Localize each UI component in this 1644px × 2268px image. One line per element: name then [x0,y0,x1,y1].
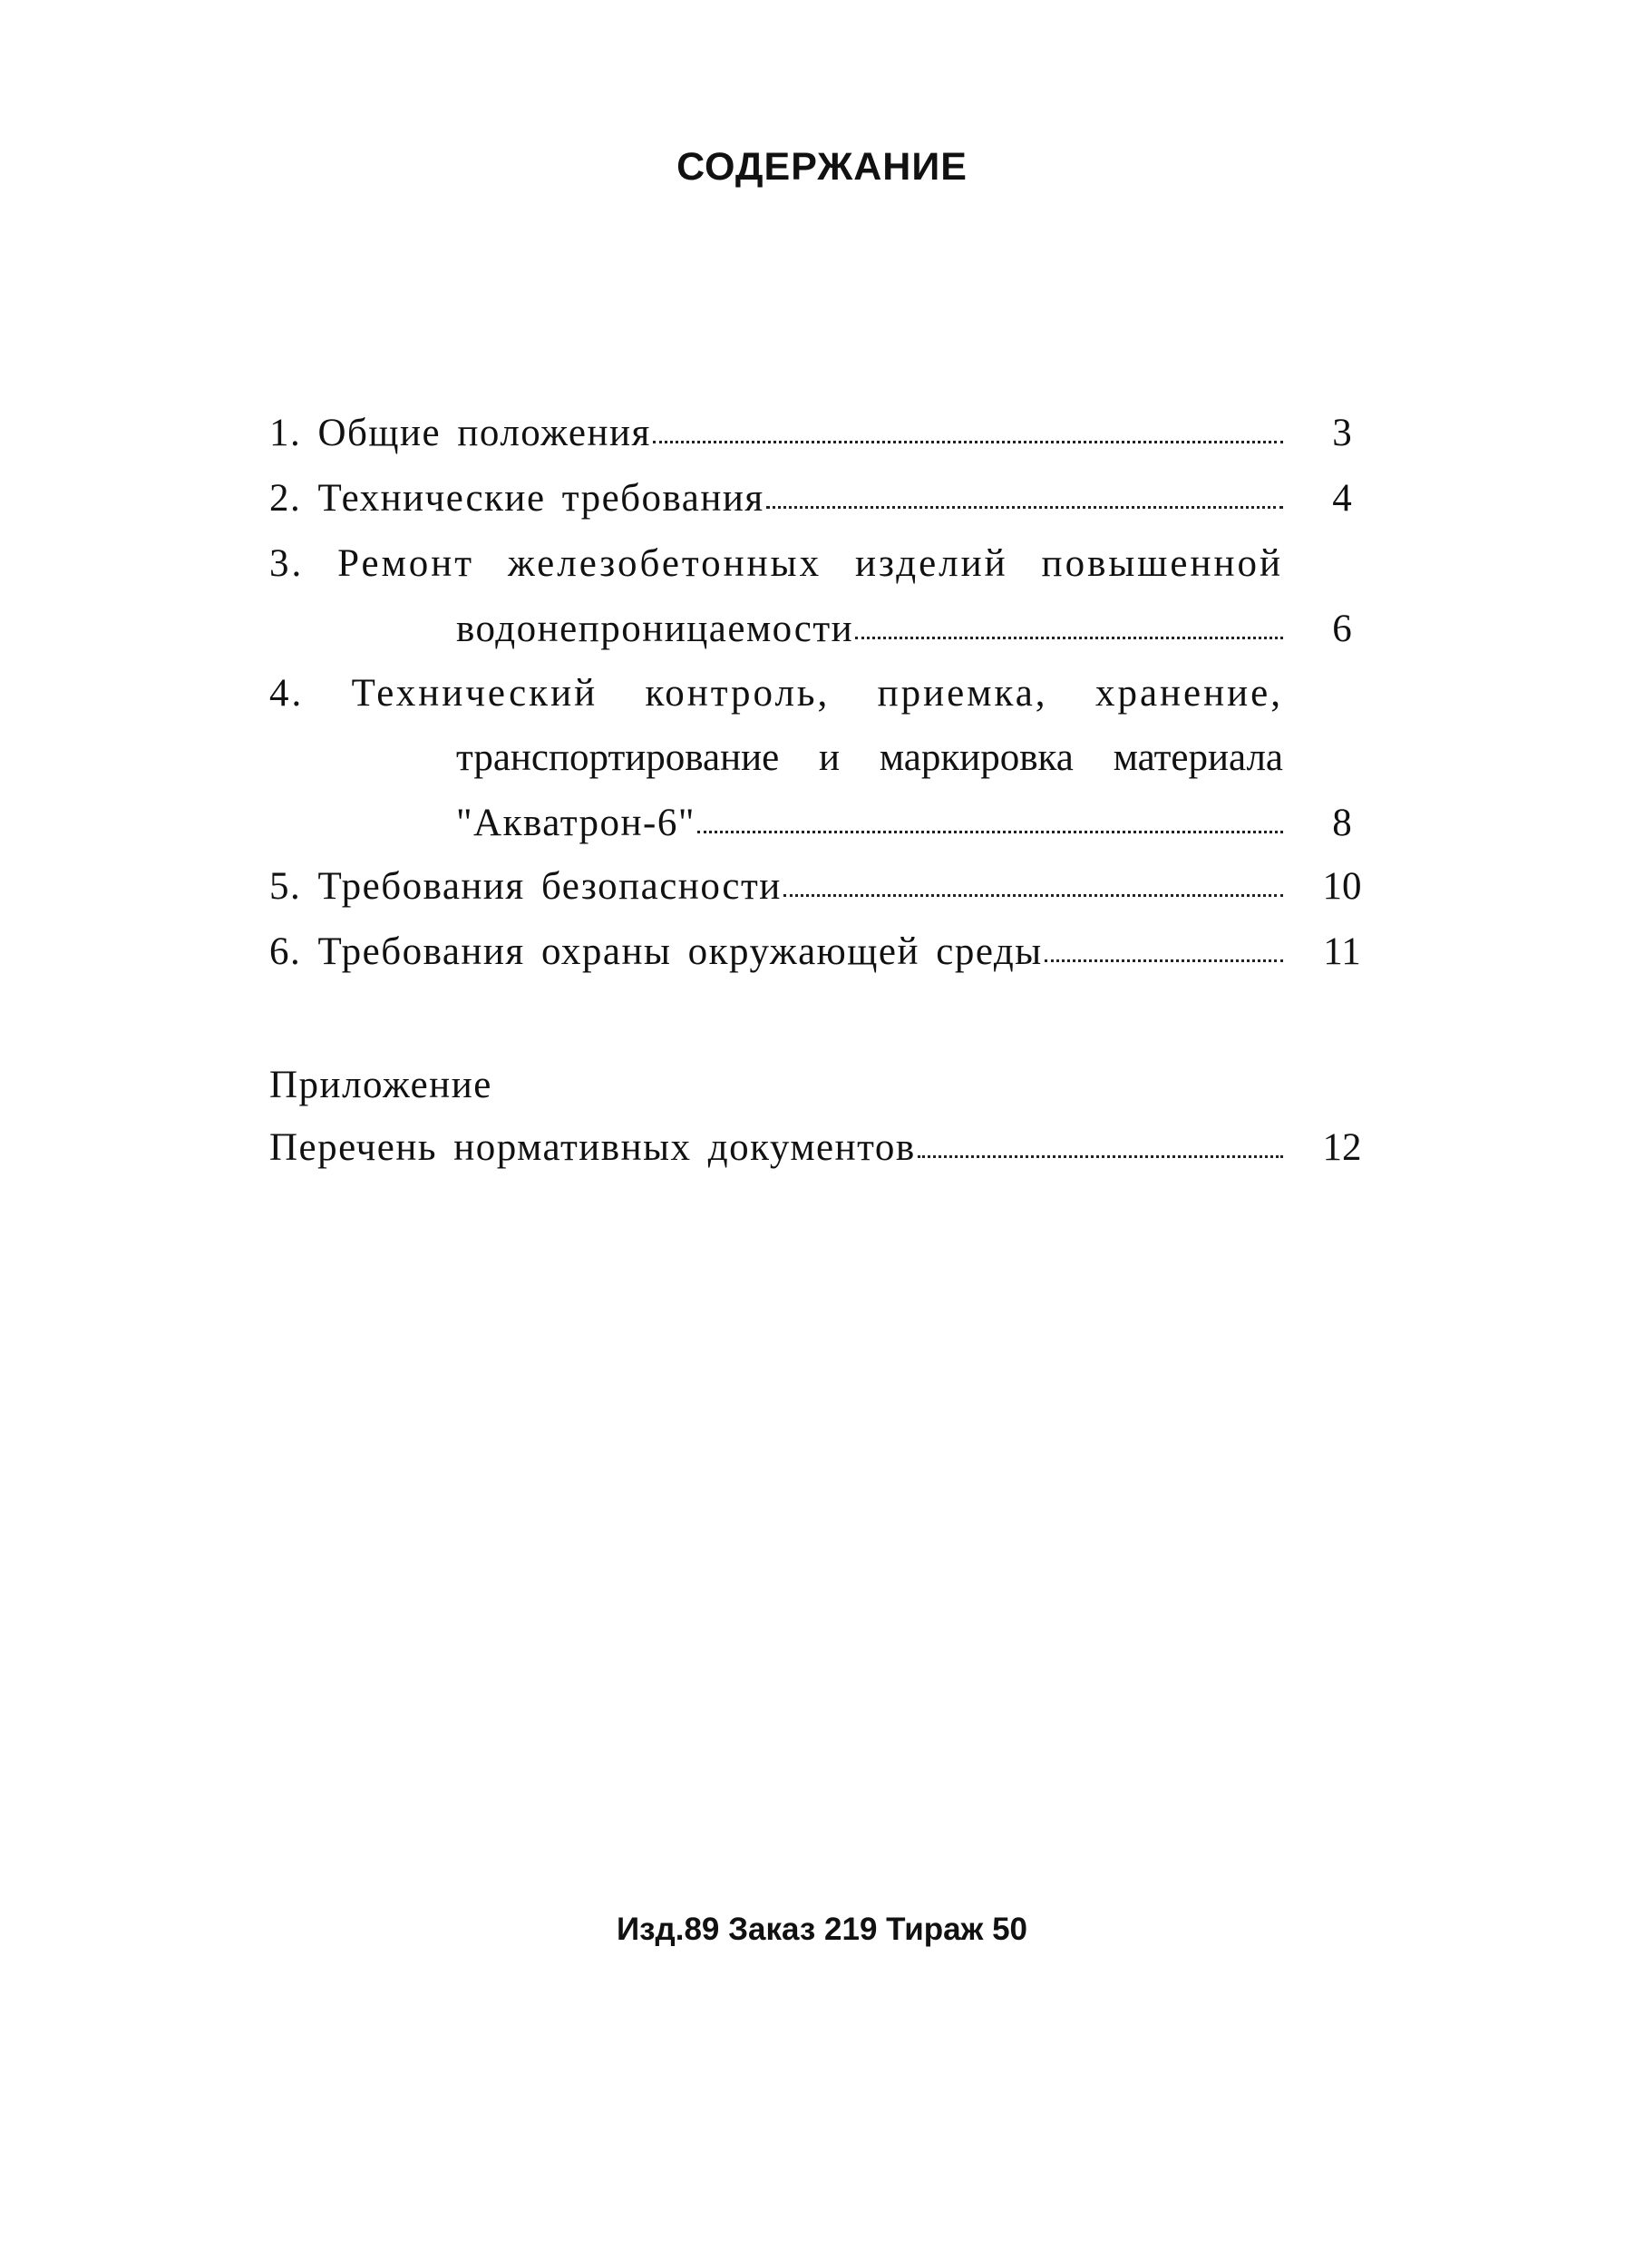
toc-item-text: 6. Требования охраны окружающей среды [269,930,1043,973]
page-title: СОДЕРЖАНИЕ [676,145,968,189]
appendix-entry [269,1121,1362,1175]
toc-item-text: транспортирование и маркировка материала [456,736,1283,779]
toc-page-number: 3 [1332,412,1352,454]
dot-leader [783,885,1283,897]
toc-page-number: 11 [1323,930,1361,973]
toc-page-number: 6 [1332,608,1352,650]
appendix-heading-line [269,1058,1283,1113]
toc-item-4-line-3 [456,796,1352,851]
toc-item-text: "Акватрон-6" [456,802,696,844]
toc-item-text: 1. Общие положения [269,412,651,454]
toc-item-2 [269,472,1352,526]
toc-item-text: 2. Технические требования [269,477,764,520]
dot-leader [1045,950,1283,962]
toc-item-text: Перечень нормативных документов [269,1126,916,1169]
toc-page-number: 8 [1332,802,1352,844]
toc-item-5 [269,860,1362,914]
toc-item-6 [269,925,1361,979]
toc-item-text: водонепроницаемости [456,608,854,650]
toc-page-number: 12 [1322,1126,1362,1169]
toc-page-number: 4 [1332,477,1352,520]
toc-item-text: 5. Требования безопасности [269,865,782,908]
dot-leader [855,628,1283,639]
toc-item-text: 4. Технический контроль, приемка, хранение, [269,672,1283,715]
appendix-heading: Приложение [269,1064,492,1106]
toc-item-3-line-2 [456,602,1352,657]
toc-item-text: 3. Ремонт железобетонных изделий повышенной [269,542,1283,585]
toc-item-3-line-1 [269,537,1283,591]
dot-leader [918,1146,1283,1158]
dot-leader [697,822,1283,833]
dot-leader [766,497,1283,509]
toc-item-4-line-1 [269,667,1283,721]
toc-item-1 [269,406,1352,461]
dot-leader [653,432,1283,443]
toc-page-number: 10 [1322,865,1362,908]
toc-item-4-line-2 [456,731,1283,785]
print-imprint: Изд.89 Заказ 219 Тираж 50 [616,1912,1028,1947]
